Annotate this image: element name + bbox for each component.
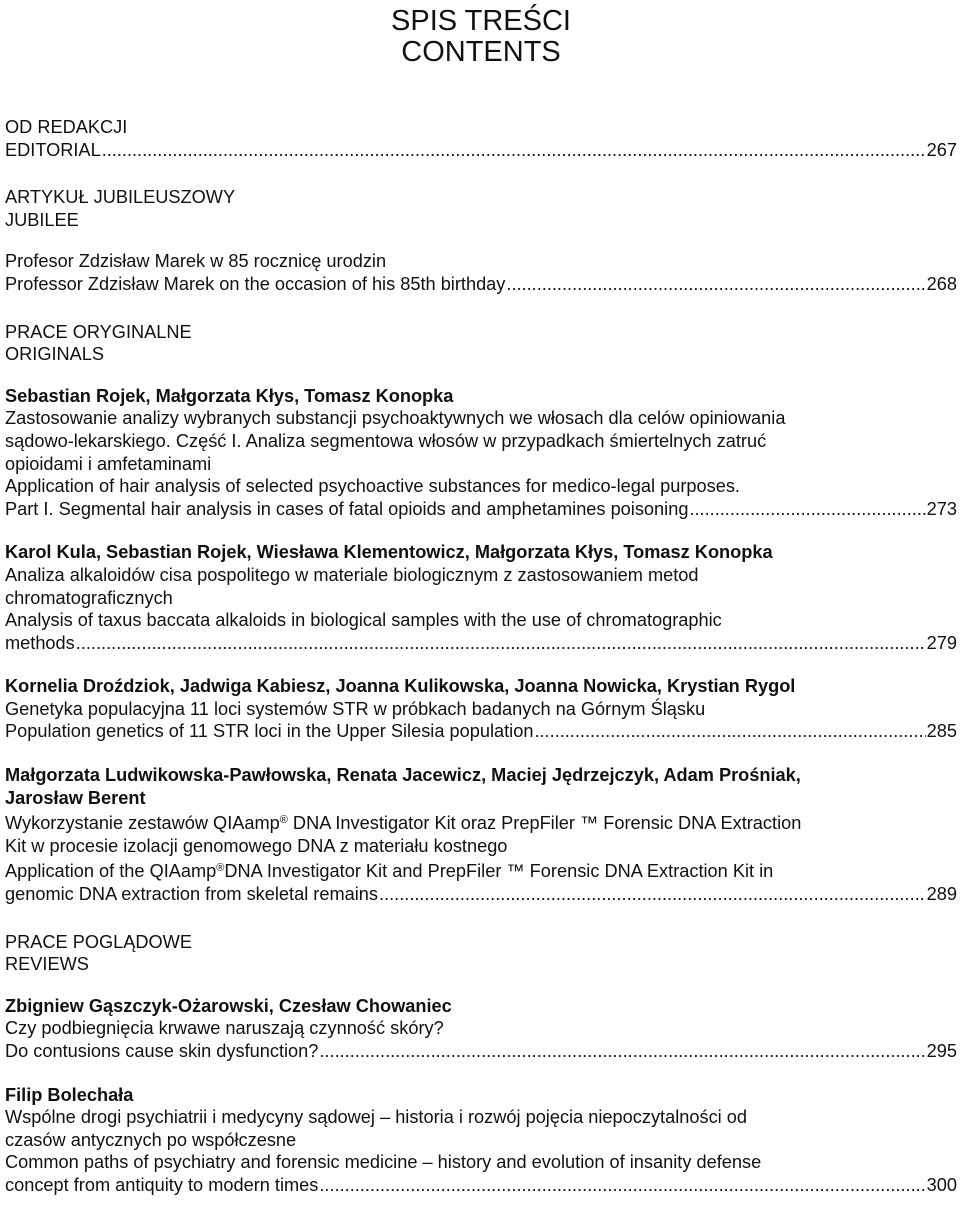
leader-dots [102, 139, 926, 162]
registered-mark: ® [216, 862, 225, 875]
article-title-en: Professor Zdzisław Marek on the occasion of his 85th birthday [5, 273, 506, 294]
leader-dots [506, 273, 925, 296]
toc-entry-review-1[interactable] [5, 1040, 957, 1063]
article-title-line: Czy podbiegnięcia krwawe naruszają czynność skóry? [5, 1018, 444, 1039]
toc-entry-article-3[interactable] [5, 720, 957, 743]
toc-entry-editorial[interactable] [5, 139, 957, 162]
leader-dots [76, 632, 926, 655]
leader-dots [379, 883, 926, 906]
article-title-line: opioidami i amfetaminami [5, 453, 212, 474]
article-title-line: concept from antiquity to modern times [5, 1174, 319, 1195]
page-number: 273 [926, 498, 957, 519]
article-authors: Kornelia Droździok, Jadwiga Kabiesz, Joanna Kulikowska, Joanna Nowicka, Krystian Rygol [5, 676, 796, 697]
page-number: 300 [926, 1174, 957, 1195]
title-polish: SPIS TREŚCI [391, 5, 571, 37]
toc-entry-article-2[interactable] [5, 632, 957, 655]
article-title-pl: Profesor Zdzisław Marek w 85 rocznicę urodzin [5, 251, 387, 272]
article-title-line: methods [5, 632, 75, 653]
article-title-line: Wykorzystanie zestawów QIAamp® DNA Investigator Kit oraz PrepFiler ™ Forensic DNA Extraction [5, 813, 802, 834]
section-heading-reviews-pl: PRACE POGLĄDOWE [5, 931, 192, 952]
page-number: 295 [926, 1041, 957, 1061]
section-heading-originals-pl: PRACE ORYGINALNE [5, 321, 192, 342]
title-english: CONTENTS [401, 36, 561, 68]
article-title-line: Common paths of psychiatry and forensic medicine – history and evolution of insanity defense [5, 1152, 762, 1173]
article-title-line: Part I. Segmental hair analysis in cases of fatal opioids and amphetamines poisoning [5, 498, 689, 519]
article-authors: Karol Kula, Sebastian Rojek, Wiesława Klementowicz, Małgorzata Kłys, Tomasz Konopka [5, 542, 773, 563]
section-heading-originals-en: ORIGINALS [5, 344, 105, 365]
section-heading-editorial-en: EDITORIAL [5, 139, 101, 160]
article-title-line: czasów antycznych po współczesne [5, 1129, 297, 1150]
article-authors: Jarosław Berent [5, 787, 146, 808]
article-title-line: genomic DNA extraction from skeletal remains [5, 884, 378, 905]
section-heading-reviews-en: REVIEWS [5, 954, 89, 975]
article-title-line: Application of the QIAamp®DNA Investigator Kit and PrepFiler ™ Forensic DNA Extraction Kit in [5, 861, 774, 882]
article-title-line: Analiza alkaloidów cisa pospolitego w materiale biologicznym z zastosowaniem metod [5, 564, 699, 585]
page-number: 285 [926, 721, 957, 742]
leader-dots [689, 498, 925, 521]
article-authors: Filip Bolechała [5, 1084, 134, 1105]
leader-dots [534, 720, 925, 743]
article-title-line: Zastosowanie analizy wybranych substancji psychoaktywnych we włosach dla celów opiniowania [5, 408, 786, 429]
table-of-contents [5, 0, 957, 1197]
article-title-line: sądowo-lekarskiego. Część I. Analiza segmentowa włosów w przypadkach śmiertelnych zatruć [5, 430, 767, 451]
page-number: 279 [926, 632, 957, 653]
article-title-line: Genetyka populacyjna 11 loci systemów STR w próbkach badanych na Górnym Śląsku [5, 698, 706, 719]
article-title-line: Application of hair analysis of selected psychoactive substances for medico-legal purposes. [5, 476, 740, 497]
article-title-line: Analysis of taxus baccata alkaloids in biological samples with the use of chromatographic [5, 610, 722, 631]
article-title-line: Wspólne drogi psychiatrii i medycyny sądowej – historia i rozwój pojęcia niepoczytalności od [5, 1107, 747, 1128]
page-title [5, 0, 957, 68]
article-authors: Zbigniew Gąszczyk-Ożarowski, Czesław Chowaniec [5, 995, 452, 1016]
registered-mark: ® [279, 814, 288, 827]
article-title-line: Population genetics of 11 STR loci in the Upper Silesia population [5, 721, 534, 742]
article-title-line: Kit w procesie izolacji genomowego DNA z materiału kostnego [5, 835, 508, 856]
page-number: 289 [926, 884, 957, 905]
toc-entry-review-2[interactable] [5, 1174, 957, 1197]
toc-entry-article-4[interactable] [5, 883, 957, 906]
section-heading-jubilee-pl: ARTYKUŁ JUBILEUSZOWY [5, 187, 236, 208]
page-number: 268 [926, 273, 957, 294]
toc-entry-article-1[interactable] [5, 498, 957, 521]
article-authors: Małgorzata Ludwikowska-Pawłowska, Renata Jacewicz, Maciej Jędrzejczyk, Adam Prośniak, [5, 765, 801, 786]
article-title-line: Do contusions cause skin dysfunction? [5, 1041, 319, 1061]
article-authors: Sebastian Rojek, Małgorzata Kłys, Tomasz Konopka [5, 385, 454, 406]
section-heading-jubilee-en: JUBILEE [5, 209, 79, 230]
section-heading-editorial-pl: OD REDAKCJI [5, 117, 128, 137]
article-title-line: chromatograficznych [5, 587, 173, 608]
leader-dots [319, 1174, 925, 1197]
page-number: 267 [926, 139, 957, 160]
toc-entry-jubilee[interactable] [5, 273, 957, 296]
leader-dots [319, 1040, 925, 1063]
